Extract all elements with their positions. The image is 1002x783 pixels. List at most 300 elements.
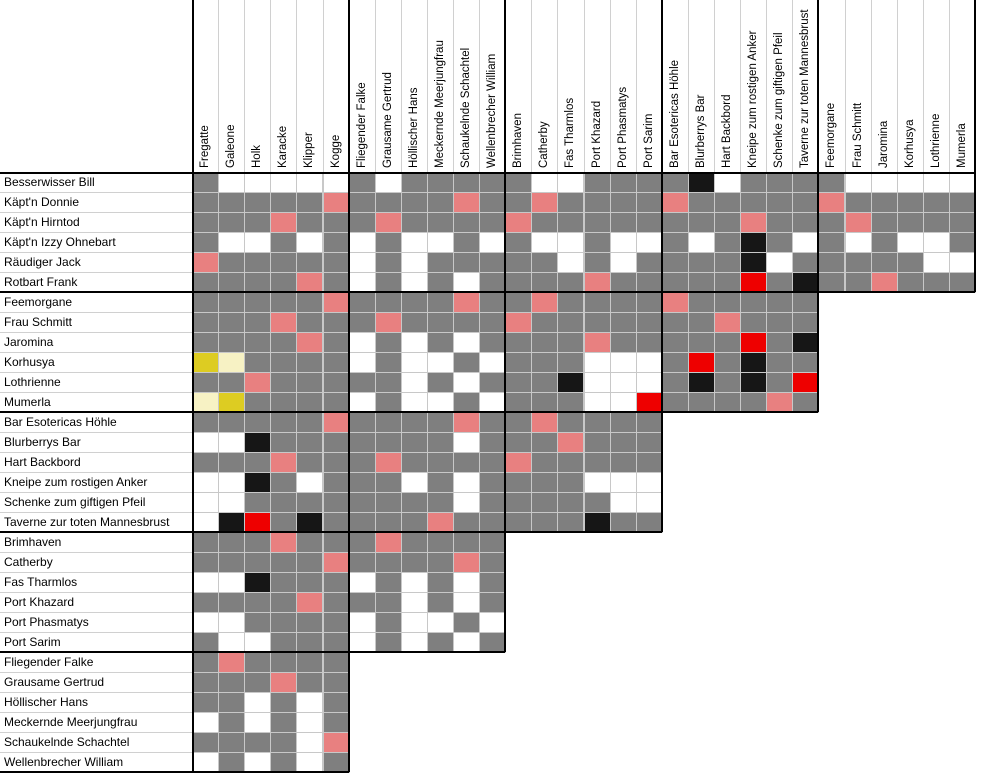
grid-cell[interactable] bbox=[270, 252, 297, 273]
grid-cell[interactable] bbox=[401, 392, 428, 413]
grid-cell[interactable] bbox=[401, 212, 428, 233]
grid-cell[interactable] bbox=[375, 332, 402, 353]
grid-cell[interactable] bbox=[375, 532, 402, 553]
grid-cell[interactable] bbox=[427, 312, 454, 333]
grid-cell[interactable] bbox=[871, 212, 898, 233]
grid-cell[interactable] bbox=[296, 212, 323, 233]
grid-cell[interactable] bbox=[636, 512, 663, 533]
grid-cell[interactable] bbox=[453, 552, 480, 573]
grid-cell[interactable] bbox=[584, 432, 611, 453]
grid-cell[interactable] bbox=[401, 172, 428, 193]
grid-cell[interactable] bbox=[192, 172, 219, 193]
grid-cell[interactable] bbox=[531, 392, 558, 413]
grid-cell[interactable] bbox=[270, 452, 297, 473]
grid-cell[interactable] bbox=[192, 272, 219, 293]
grid-cell[interactable] bbox=[453, 332, 480, 353]
grid-cell[interactable] bbox=[323, 512, 350, 533]
grid-cell[interactable] bbox=[270, 592, 297, 613]
grid-cell[interactable] bbox=[923, 252, 950, 273]
grid-cell[interactable] bbox=[766, 332, 793, 353]
grid-cell[interactable] bbox=[270, 372, 297, 393]
grid-cell[interactable] bbox=[453, 292, 480, 313]
grid-cell[interactable] bbox=[557, 292, 584, 313]
grid-cell[interactable] bbox=[688, 232, 715, 253]
grid-cell[interactable] bbox=[218, 592, 245, 613]
grid-cell[interactable] bbox=[479, 612, 506, 633]
grid-cell[interactable] bbox=[531, 252, 558, 273]
grid-cell[interactable] bbox=[610, 512, 637, 533]
grid-cell[interactable] bbox=[218, 372, 245, 393]
grid-cell[interactable] bbox=[244, 712, 271, 733]
grid-cell[interactable] bbox=[453, 412, 480, 433]
grid-cell[interactable] bbox=[479, 512, 506, 533]
grid-cell[interactable] bbox=[244, 352, 271, 373]
grid-cell[interactable] bbox=[610, 412, 637, 433]
grid-cell[interactable] bbox=[479, 432, 506, 453]
grid-cell[interactable] bbox=[479, 412, 506, 433]
grid-cell[interactable] bbox=[636, 452, 663, 473]
grid-cell[interactable] bbox=[584, 512, 611, 533]
grid-cell[interactable] bbox=[349, 612, 376, 633]
grid-cell[interactable] bbox=[610, 212, 637, 233]
grid-cell[interactable] bbox=[453, 232, 480, 253]
grid-cell[interactable] bbox=[871, 172, 898, 193]
grid-cell[interactable] bbox=[244, 532, 271, 553]
grid-cell[interactable] bbox=[557, 272, 584, 293]
grid-cell[interactable] bbox=[636, 352, 663, 373]
grid-cell[interactable] bbox=[584, 212, 611, 233]
grid-cell[interactable] bbox=[349, 392, 376, 413]
grid-cell[interactable] bbox=[427, 212, 454, 233]
grid-cell[interactable] bbox=[479, 552, 506, 573]
grid-cell[interactable] bbox=[296, 672, 323, 693]
grid-cell[interactable] bbox=[427, 272, 454, 293]
grid-cell[interactable] bbox=[636, 192, 663, 213]
grid-cell[interactable] bbox=[636, 212, 663, 233]
grid-cell[interactable] bbox=[453, 212, 480, 233]
grid-cell[interactable] bbox=[792, 372, 819, 393]
grid-cell[interactable] bbox=[192, 472, 219, 493]
grid-cell[interactable] bbox=[401, 552, 428, 573]
grid-cell[interactable] bbox=[244, 232, 271, 253]
grid-cell[interactable] bbox=[218, 452, 245, 473]
grid-cell[interactable] bbox=[401, 292, 428, 313]
grid-cell[interactable] bbox=[218, 692, 245, 713]
grid-cell[interactable] bbox=[531, 452, 558, 473]
grid-cell[interactable] bbox=[584, 472, 611, 493]
grid-cell[interactable] bbox=[244, 172, 271, 193]
grid-cell[interactable] bbox=[375, 292, 402, 313]
grid-cell[interactable] bbox=[296, 652, 323, 673]
grid-cell[interactable] bbox=[349, 272, 376, 293]
grid-cell[interactable] bbox=[949, 172, 976, 193]
grid-cell[interactable] bbox=[323, 312, 350, 333]
grid-cell[interactable] bbox=[401, 252, 428, 273]
grid-cell[interactable] bbox=[349, 352, 376, 373]
grid-cell[interactable] bbox=[218, 432, 245, 453]
grid-cell[interactable] bbox=[375, 632, 402, 653]
grid-cell[interactable] bbox=[296, 192, 323, 213]
grid-cell[interactable] bbox=[296, 272, 323, 293]
grid-cell[interactable] bbox=[192, 372, 219, 393]
grid-cell[interactable] bbox=[557, 212, 584, 233]
grid-cell[interactable] bbox=[349, 332, 376, 353]
grid-cell[interactable] bbox=[453, 432, 480, 453]
grid-cell[interactable] bbox=[557, 312, 584, 333]
grid-cell[interactable] bbox=[375, 612, 402, 633]
grid-cell[interactable] bbox=[505, 412, 532, 433]
grid-cell[interactable] bbox=[270, 512, 297, 533]
grid-cell[interactable] bbox=[531, 272, 558, 293]
grid-cell[interactable] bbox=[479, 372, 506, 393]
grid-cell[interactable] bbox=[531, 192, 558, 213]
grid-cell[interactable] bbox=[375, 452, 402, 473]
grid-cell[interactable] bbox=[871, 232, 898, 253]
grid-cell[interactable] bbox=[323, 352, 350, 373]
grid-cell[interactable] bbox=[636, 492, 663, 513]
grid-cell[interactable] bbox=[218, 312, 245, 333]
grid-cell[interactable] bbox=[427, 332, 454, 353]
grid-cell[interactable] bbox=[218, 532, 245, 553]
grid-cell[interactable] bbox=[375, 412, 402, 433]
grid-cell[interactable] bbox=[688, 252, 715, 273]
grid-cell[interactable] bbox=[244, 732, 271, 753]
grid-cell[interactable] bbox=[479, 332, 506, 353]
grid-cell[interactable] bbox=[792, 332, 819, 353]
grid-cell[interactable] bbox=[610, 452, 637, 473]
grid-cell[interactable] bbox=[296, 752, 323, 773]
grid-cell[interactable] bbox=[375, 592, 402, 613]
grid-cell[interactable] bbox=[871, 192, 898, 213]
grid-cell[interactable] bbox=[584, 412, 611, 433]
grid-cell[interactable] bbox=[636, 232, 663, 253]
grid-cell[interactable] bbox=[244, 412, 271, 433]
grid-cell[interactable] bbox=[557, 492, 584, 513]
grid-cell[interactable] bbox=[218, 632, 245, 653]
grid-cell[interactable] bbox=[323, 332, 350, 353]
grid-cell[interactable] bbox=[531, 292, 558, 313]
grid-cell[interactable] bbox=[557, 412, 584, 433]
grid-cell[interactable] bbox=[296, 472, 323, 493]
grid-cell[interactable] bbox=[244, 272, 271, 293]
grid-cell[interactable] bbox=[375, 432, 402, 453]
grid-cell[interactable] bbox=[453, 632, 480, 653]
grid-cell[interactable] bbox=[427, 252, 454, 273]
grid-cell[interactable] bbox=[244, 592, 271, 613]
grid-cell[interactable] bbox=[479, 232, 506, 253]
grid-cell[interactable] bbox=[244, 372, 271, 393]
grid-cell[interactable] bbox=[192, 632, 219, 653]
grid-cell[interactable] bbox=[714, 372, 741, 393]
grid-cell[interactable] bbox=[897, 212, 924, 233]
grid-cell[interactable] bbox=[401, 272, 428, 293]
grid-cell[interactable] bbox=[427, 392, 454, 413]
grid-cell[interactable] bbox=[323, 372, 350, 393]
grid-cell[interactable] bbox=[714, 312, 741, 333]
grid-cell[interactable] bbox=[349, 632, 376, 653]
grid-cell[interactable] bbox=[557, 472, 584, 493]
grid-cell[interactable] bbox=[349, 512, 376, 533]
grid-cell[interactable] bbox=[479, 572, 506, 593]
grid-cell[interactable] bbox=[375, 352, 402, 373]
grid-cell[interactable] bbox=[323, 712, 350, 733]
grid-cell[interactable] bbox=[505, 452, 532, 473]
grid-cell[interactable] bbox=[270, 532, 297, 553]
grid-cell[interactable] bbox=[296, 312, 323, 333]
grid-cell[interactable] bbox=[401, 512, 428, 533]
grid-cell[interactable] bbox=[610, 292, 637, 313]
grid-cell[interactable] bbox=[792, 352, 819, 373]
grid-cell[interactable] bbox=[427, 292, 454, 313]
grid-cell[interactable] bbox=[688, 332, 715, 353]
grid-cell[interactable] bbox=[323, 592, 350, 613]
grid-cell[interactable] bbox=[296, 592, 323, 613]
grid-cell[interactable] bbox=[427, 532, 454, 553]
grid-cell[interactable] bbox=[244, 692, 271, 713]
grid-cell[interactable] bbox=[740, 392, 767, 413]
grid-cell[interactable] bbox=[244, 292, 271, 313]
grid-cell[interactable] bbox=[453, 612, 480, 633]
grid-cell[interactable] bbox=[714, 292, 741, 313]
grid-cell[interactable] bbox=[531, 432, 558, 453]
grid-cell[interactable] bbox=[401, 572, 428, 593]
grid-cell[interactable] bbox=[375, 172, 402, 193]
grid-cell[interactable] bbox=[610, 252, 637, 273]
grid-cell[interactable] bbox=[479, 172, 506, 193]
grid-cell[interactable] bbox=[192, 552, 219, 573]
grid-cell[interactable] bbox=[766, 312, 793, 333]
grid-cell[interactable] bbox=[792, 272, 819, 293]
grid-cell[interactable] bbox=[270, 412, 297, 433]
grid-cell[interactable] bbox=[610, 492, 637, 513]
grid-cell[interactable] bbox=[714, 252, 741, 273]
grid-cell[interactable] bbox=[479, 212, 506, 233]
grid-cell[interactable] bbox=[244, 192, 271, 213]
grid-cell[interactable] bbox=[192, 432, 219, 453]
grid-cell[interactable] bbox=[818, 212, 845, 233]
grid-cell[interactable] bbox=[766, 232, 793, 253]
grid-cell[interactable] bbox=[740, 192, 767, 213]
grid-cell[interactable] bbox=[949, 252, 976, 273]
grid-cell[interactable] bbox=[662, 392, 689, 413]
grid-cell[interactable] bbox=[479, 532, 506, 553]
grid-cell[interactable] bbox=[818, 172, 845, 193]
grid-cell[interactable] bbox=[375, 512, 402, 533]
grid-cell[interactable] bbox=[401, 612, 428, 633]
grid-cell[interactable] bbox=[792, 392, 819, 413]
grid-cell[interactable] bbox=[218, 292, 245, 313]
grid-cell[interactable] bbox=[688, 392, 715, 413]
grid-cell[interactable] bbox=[192, 732, 219, 753]
grid-cell[interactable] bbox=[218, 192, 245, 213]
grid-cell[interactable] bbox=[323, 472, 350, 493]
grid-cell[interactable] bbox=[636, 472, 663, 493]
grid-cell[interactable] bbox=[479, 592, 506, 613]
grid-cell[interactable] bbox=[845, 252, 872, 273]
grid-cell[interactable] bbox=[296, 252, 323, 273]
grid-cell[interactable] bbox=[584, 392, 611, 413]
grid-cell[interactable] bbox=[636, 172, 663, 193]
grid-cell[interactable] bbox=[505, 332, 532, 353]
grid-cell[interactable] bbox=[871, 272, 898, 293]
grid-cell[interactable] bbox=[636, 312, 663, 333]
grid-cell[interactable] bbox=[375, 192, 402, 213]
grid-cell[interactable] bbox=[453, 192, 480, 213]
grid-cell[interactable] bbox=[244, 312, 271, 333]
grid-cell[interactable] bbox=[296, 352, 323, 373]
grid-cell[interactable] bbox=[375, 492, 402, 513]
grid-cell[interactable] bbox=[323, 672, 350, 693]
grid-cell[interactable] bbox=[792, 192, 819, 213]
grid-cell[interactable] bbox=[584, 292, 611, 313]
grid-cell[interactable] bbox=[740, 232, 767, 253]
grid-cell[interactable] bbox=[845, 212, 872, 233]
grid-cell[interactable] bbox=[427, 412, 454, 433]
grid-cell[interactable] bbox=[531, 332, 558, 353]
grid-cell[interactable] bbox=[349, 292, 376, 313]
grid-cell[interactable] bbox=[401, 492, 428, 513]
grid-cell[interactable] bbox=[636, 292, 663, 313]
grid-cell[interactable] bbox=[453, 532, 480, 553]
grid-cell[interactable] bbox=[557, 352, 584, 373]
grid-cell[interactable] bbox=[505, 192, 532, 213]
grid-cell[interactable] bbox=[584, 192, 611, 213]
grid-cell[interactable] bbox=[505, 292, 532, 313]
grid-cell[interactable] bbox=[557, 452, 584, 473]
grid-cell[interactable] bbox=[244, 432, 271, 453]
grid-cell[interactable] bbox=[453, 592, 480, 613]
grid-cell[interactable] bbox=[401, 312, 428, 333]
grid-cell[interactable] bbox=[479, 352, 506, 373]
grid-cell[interactable] bbox=[323, 432, 350, 453]
grid-cell[interactable] bbox=[662, 252, 689, 273]
grid-cell[interactable] bbox=[192, 392, 219, 413]
grid-cell[interactable] bbox=[323, 572, 350, 593]
grid-cell[interactable] bbox=[531, 512, 558, 533]
grid-cell[interactable] bbox=[897, 252, 924, 273]
grid-cell[interactable] bbox=[218, 612, 245, 633]
grid-cell[interactable] bbox=[792, 252, 819, 273]
grid-cell[interactable] bbox=[453, 572, 480, 593]
grid-cell[interactable] bbox=[766, 272, 793, 293]
grid-cell[interactable] bbox=[766, 252, 793, 273]
grid-cell[interactable] bbox=[662, 312, 689, 333]
grid-cell[interactable] bbox=[192, 572, 219, 593]
grid-cell[interactable] bbox=[923, 212, 950, 233]
grid-cell[interactable] bbox=[192, 412, 219, 433]
grid-cell[interactable] bbox=[453, 392, 480, 413]
grid-cell[interactable] bbox=[270, 332, 297, 353]
grid-cell[interactable] bbox=[949, 212, 976, 233]
grid-cell[interactable] bbox=[584, 172, 611, 193]
grid-cell[interactable] bbox=[557, 252, 584, 273]
grid-cell[interactable] bbox=[401, 472, 428, 493]
grid-cell[interactable] bbox=[192, 692, 219, 713]
grid-cell[interactable] bbox=[427, 352, 454, 373]
grid-cell[interactable] bbox=[296, 732, 323, 753]
grid-cell[interactable] bbox=[662, 332, 689, 353]
grid-cell[interactable] bbox=[610, 272, 637, 293]
grid-cell[interactable] bbox=[766, 352, 793, 373]
grid-cell[interactable] bbox=[636, 412, 663, 433]
grid-cell[interactable] bbox=[296, 412, 323, 433]
grid-cell[interactable] bbox=[818, 252, 845, 273]
grid-cell[interactable] bbox=[375, 572, 402, 593]
grid-cell[interactable] bbox=[427, 592, 454, 613]
grid-cell[interactable] bbox=[505, 232, 532, 253]
grid-cell[interactable] bbox=[610, 392, 637, 413]
grid-cell[interactable] bbox=[192, 212, 219, 233]
grid-cell[interactable] bbox=[531, 372, 558, 393]
grid-cell[interactable] bbox=[192, 252, 219, 273]
grid-cell[interactable] bbox=[636, 272, 663, 293]
grid-cell[interactable] bbox=[296, 332, 323, 353]
grid-cell[interactable] bbox=[218, 212, 245, 233]
grid-cell[interactable] bbox=[531, 312, 558, 333]
grid-cell[interactable] bbox=[610, 312, 637, 333]
grid-cell[interactable] bbox=[871, 252, 898, 273]
grid-cell[interactable] bbox=[792, 292, 819, 313]
grid-cell[interactable] bbox=[270, 232, 297, 253]
grid-cell[interactable] bbox=[531, 492, 558, 513]
grid-cell[interactable] bbox=[270, 492, 297, 513]
grid-cell[interactable] bbox=[296, 572, 323, 593]
grid-cell[interactable] bbox=[531, 232, 558, 253]
grid-cell[interactable] bbox=[244, 332, 271, 353]
grid-cell[interactable] bbox=[714, 272, 741, 293]
grid-cell[interactable] bbox=[323, 492, 350, 513]
grid-cell[interactable] bbox=[897, 192, 924, 213]
grid-cell[interactable] bbox=[296, 452, 323, 473]
grid-cell[interactable] bbox=[401, 232, 428, 253]
grid-cell[interactable] bbox=[270, 212, 297, 233]
grid-cell[interactable] bbox=[192, 352, 219, 373]
grid-cell[interactable] bbox=[845, 172, 872, 193]
grid-cell[interactable] bbox=[244, 452, 271, 473]
grid-cell[interactable] bbox=[427, 372, 454, 393]
grid-cell[interactable] bbox=[557, 332, 584, 353]
grid-cell[interactable] bbox=[688, 192, 715, 213]
grid-cell[interactable] bbox=[714, 212, 741, 233]
grid-cell[interactable] bbox=[270, 392, 297, 413]
grid-cell[interactable] bbox=[479, 192, 506, 213]
grid-cell[interactable] bbox=[792, 312, 819, 333]
grid-cell[interactable] bbox=[349, 252, 376, 273]
grid-cell[interactable] bbox=[270, 612, 297, 633]
grid-cell[interactable] bbox=[349, 552, 376, 573]
grid-cell[interactable] bbox=[584, 352, 611, 373]
grid-cell[interactable] bbox=[845, 192, 872, 213]
grid-cell[interactable] bbox=[453, 472, 480, 493]
grid-cell[interactable] bbox=[662, 352, 689, 373]
grid-cell[interactable] bbox=[766, 212, 793, 233]
grid-cell[interactable] bbox=[479, 392, 506, 413]
grid-cell[interactable] bbox=[349, 452, 376, 473]
grid-cell[interactable] bbox=[557, 432, 584, 453]
grid-cell[interactable] bbox=[244, 392, 271, 413]
grid-cell[interactable] bbox=[218, 712, 245, 733]
grid-cell[interactable] bbox=[270, 312, 297, 333]
grid-cell[interactable] bbox=[244, 612, 271, 633]
grid-cell[interactable] bbox=[427, 492, 454, 513]
grid-cell[interactable] bbox=[531, 412, 558, 433]
grid-cell[interactable] bbox=[323, 452, 350, 473]
grid-cell[interactable] bbox=[192, 332, 219, 353]
grid-cell[interactable] bbox=[323, 692, 350, 713]
grid-cell[interactable] bbox=[323, 232, 350, 253]
grid-cell[interactable] bbox=[636, 392, 663, 413]
grid-cell[interactable] bbox=[766, 372, 793, 393]
